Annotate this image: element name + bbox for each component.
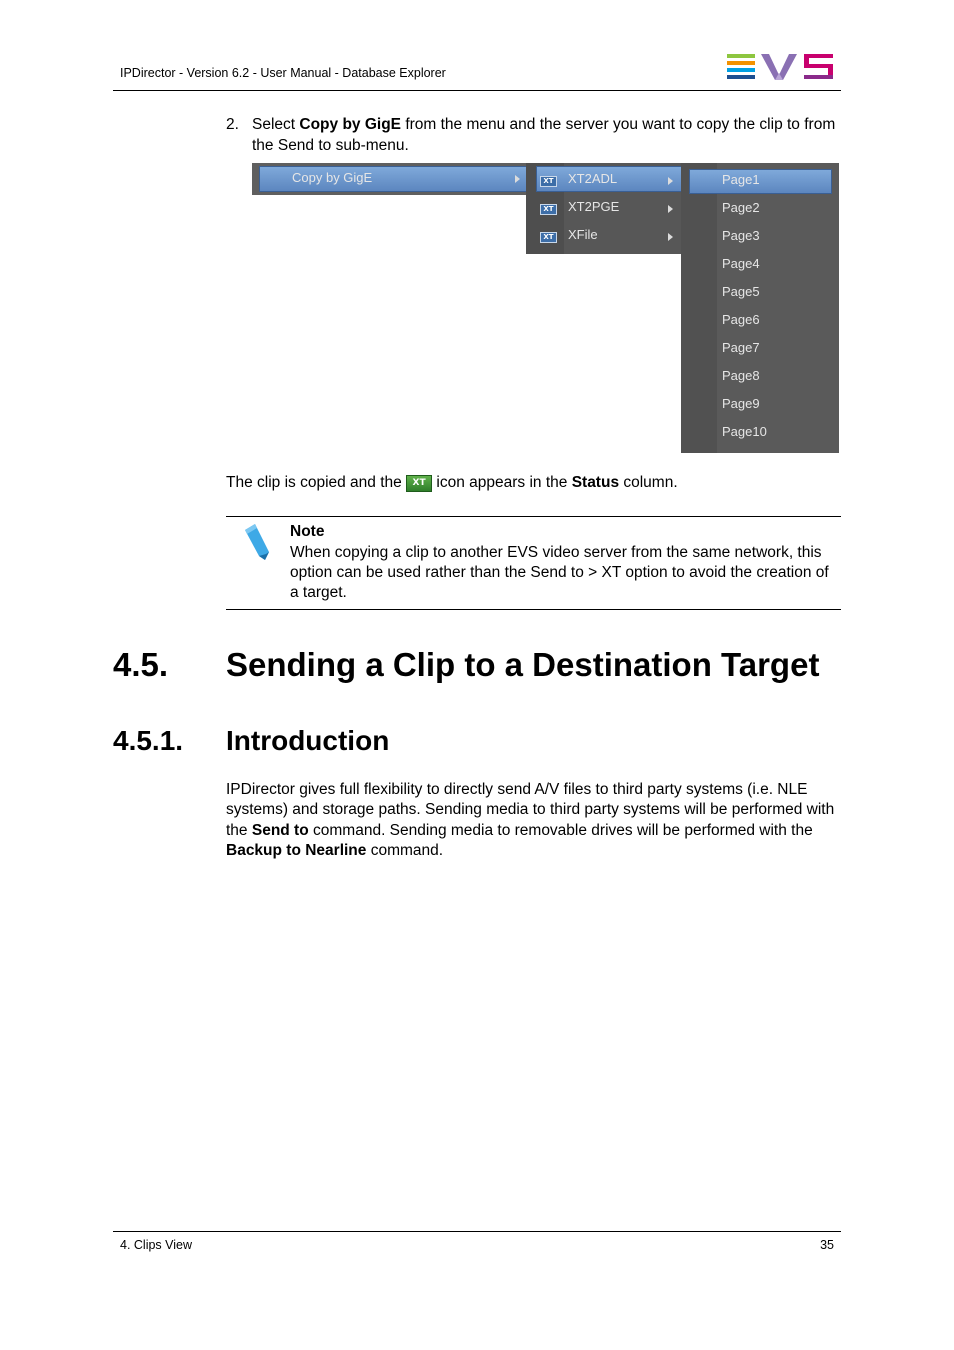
intro-paragraph: IPDirector gives full flexibility to directly send A/V files to third party systems (i.e. NLE systems) and storage paths. Sending media to third party systems will be performed with the Send to command. Sending media to removable drives will be performed with the Backup to Nearline command. [226, 781, 835, 859]
subsection-title: Introduction [226, 725, 390, 756]
server-submenu [526, 163, 682, 254]
submenu-arrow-icon [668, 233, 673, 241]
page-item[interactable]: Page6 [722, 312, 760, 327]
step-number: 2. [226, 116, 239, 133]
context-menu-screenshot [252, 163, 839, 453]
note-bottom-rule [226, 609, 841, 610]
page-item[interactable]: Page9 [722, 396, 760, 411]
page-item[interactable]: Page2 [722, 200, 760, 215]
header-title: IPDirector - Version 6.2 - User Manual - Database Explorer [120, 66, 446, 80]
note-text: When copying a clip to another EVS video server from the same network, this option can be used rather than the Send to > XT option to avoid the creation of a target. [290, 544, 829, 601]
copied-paragraph: The clip is copied and the XT icon appears in the Status column. [226, 474, 678, 491]
step-text: Select Copy by GigE from the menu and the server you want to copy the clip to from the Send to sub-menu. [252, 116, 836, 154]
page-item[interactable]: Page7 [722, 340, 760, 355]
section-number: 4.5. [113, 646, 169, 683]
main-menu [252, 163, 527, 195]
page-item-highlight[interactable] [689, 169, 832, 194]
server-item-xt2pge[interactable]: XT2PGE [568, 199, 620, 214]
footer-divider [113, 1231, 841, 1232]
note-top-rule [226, 516, 841, 517]
pencil-icon [243, 522, 273, 562]
note-title: Note [290, 523, 325, 540]
page-item[interactable]: Page10 [722, 424, 767, 439]
xt-server-icon: XT [540, 232, 557, 243]
submenu-arrow-icon [515, 175, 520, 183]
page-item[interactable]: Page3 [722, 228, 760, 243]
subsection-number: 4.5.1. [113, 725, 184, 756]
page-submenu [681, 163, 839, 453]
submenu-arrow-icon [668, 205, 673, 213]
header-divider [113, 90, 841, 91]
page-item[interactable]: Page8 [722, 368, 760, 383]
submenu-arrow-icon [668, 177, 673, 185]
menu-option-name: Copy by GigE [299, 116, 402, 133]
page-number: 35 [820, 1238, 834, 1252]
section-title: Sending a Clip to a Destination Target [226, 646, 820, 683]
menu-item-label: Copy by GigE [292, 170, 373, 185]
footer-chapter: 4. Clips View [120, 1238, 193, 1252]
page-item[interactable]: Page1 [722, 172, 760, 187]
server-item-xfile[interactable]: XFile [568, 227, 598, 242]
xt-server-icon: XT [540, 176, 557, 187]
page-item[interactable]: Page5 [722, 284, 760, 299]
xt-server-icon: XT [540, 204, 557, 215]
xt-status-icon: XT [406, 475, 432, 492]
evs-logo [727, 53, 833, 81]
page-item[interactable]: Page4 [722, 256, 760, 271]
server-label: XT2ADL [568, 171, 618, 186]
